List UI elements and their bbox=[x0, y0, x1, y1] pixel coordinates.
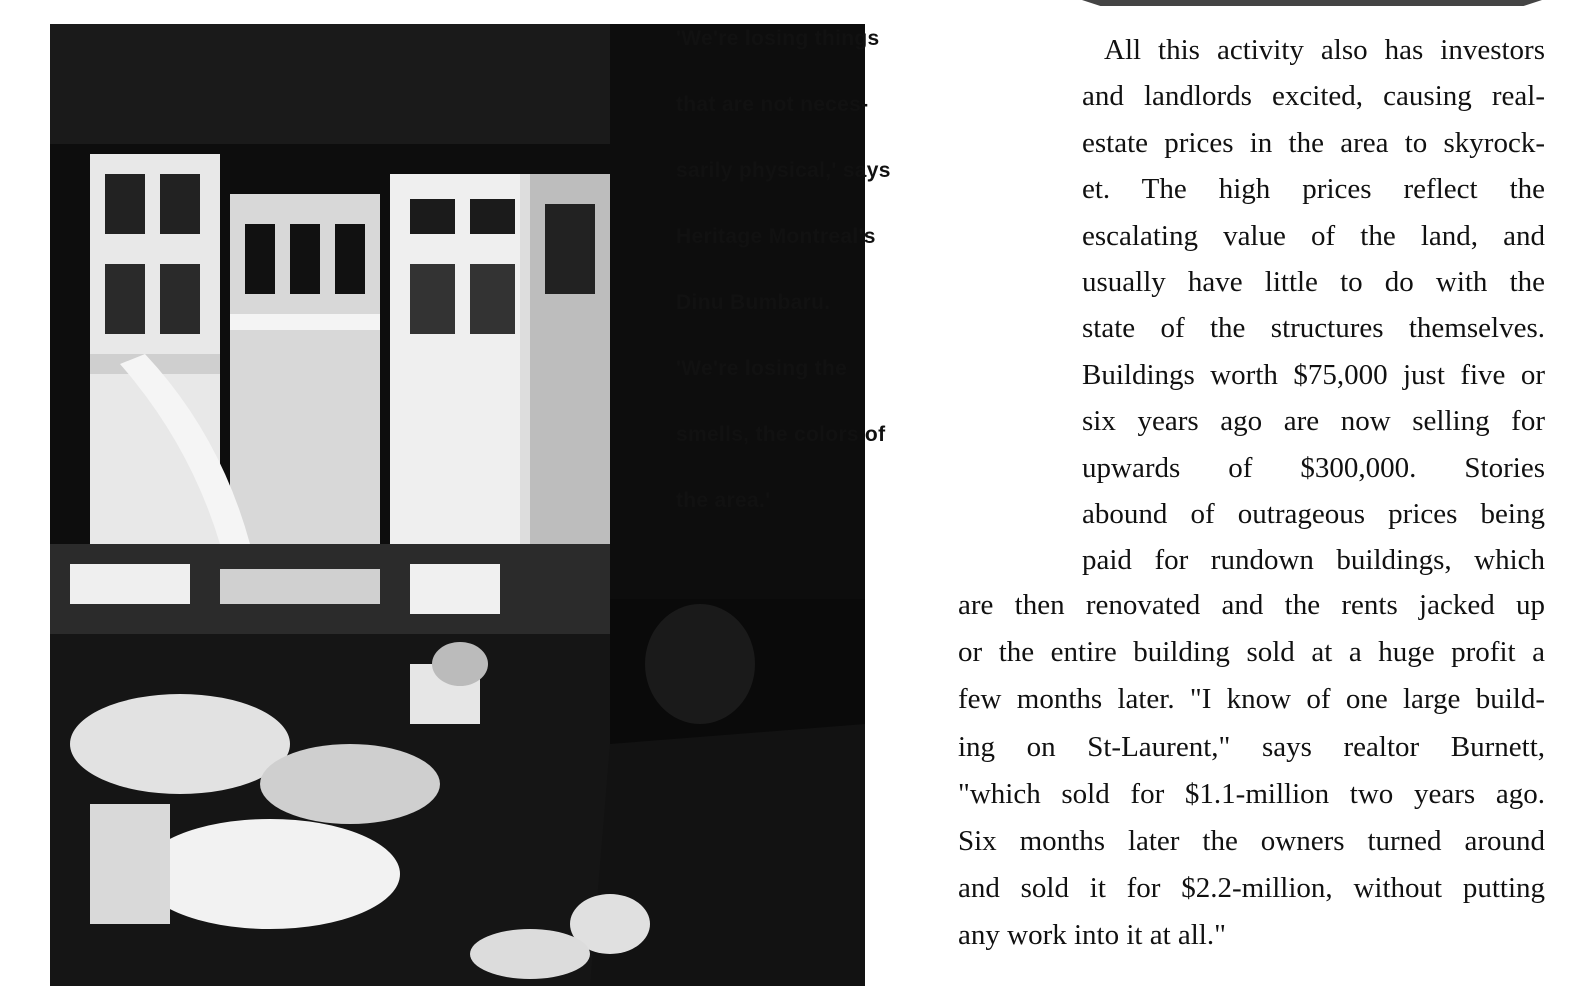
article-line: and landlords excited, causing real- bbox=[1082, 80, 1545, 113]
article-line: ing on St-Laurent," says realtor Burnett, bbox=[958, 730, 1545, 763]
article-line: paid for rundown buildings, which bbox=[1082, 544, 1545, 577]
article-line: abound of outrageous prices being bbox=[1082, 498, 1545, 531]
pull-quote-line: that are not neces- bbox=[676, 93, 869, 116]
article-line: are then renovated and the rents jacked up bbox=[958, 589, 1545, 621]
pull-quote-line: the area.' bbox=[676, 489, 771, 512]
pull-quote bbox=[676, 26, 1001, 554]
pull-quote-line: Dinu Bumbaru. bbox=[676, 291, 831, 314]
pull-quote-line: Heritage Montreal's bbox=[676, 225, 876, 248]
cut-off-text-line bbox=[1082, 0, 1542, 6]
pull-quote-line: 'We're losing things bbox=[676, 27, 880, 50]
article-column-bottom bbox=[958, 582, 1545, 960]
article-line: six years ago are now selling for bbox=[1082, 405, 1545, 438]
article-line: usually have little to do with the bbox=[1082, 266, 1545, 299]
article-line: et. The high prices reflect the bbox=[1082, 173, 1545, 206]
article-line: and sold it for $2.2-million, without putting bbox=[958, 872, 1545, 905]
article-column-top bbox=[1082, 27, 1545, 584]
article-line: few months later. "I know of one large build- bbox=[958, 683, 1545, 716]
article-line: "which sold for $1.1-million two years ago. bbox=[958, 777, 1545, 810]
article-line: or the entire building sold at a huge profit a bbox=[958, 636, 1545, 669]
article-line: estate prices in the area to skyrock- bbox=[1082, 126, 1545, 159]
pull-quote-line: 'We're losing the bbox=[676, 357, 848, 380]
article-line: escalating value of the land, and bbox=[1082, 219, 1545, 252]
article-line: All this activity also has investors bbox=[1104, 34, 1545, 66]
article-line: state of the structures themselves. bbox=[1082, 312, 1545, 345]
pull-quote-line: smells, the colors of bbox=[676, 423, 886, 446]
pull-quote-line: sarily physical,' says bbox=[676, 159, 891, 182]
article-line: Buildings worth $75,000 just five or bbox=[1082, 358, 1545, 391]
article-line: Six months later the owners turned around bbox=[958, 825, 1545, 858]
article-line: any work into it at all." bbox=[958, 919, 1226, 952]
article-line: upwards of $300,000. Stories bbox=[1082, 451, 1545, 484]
